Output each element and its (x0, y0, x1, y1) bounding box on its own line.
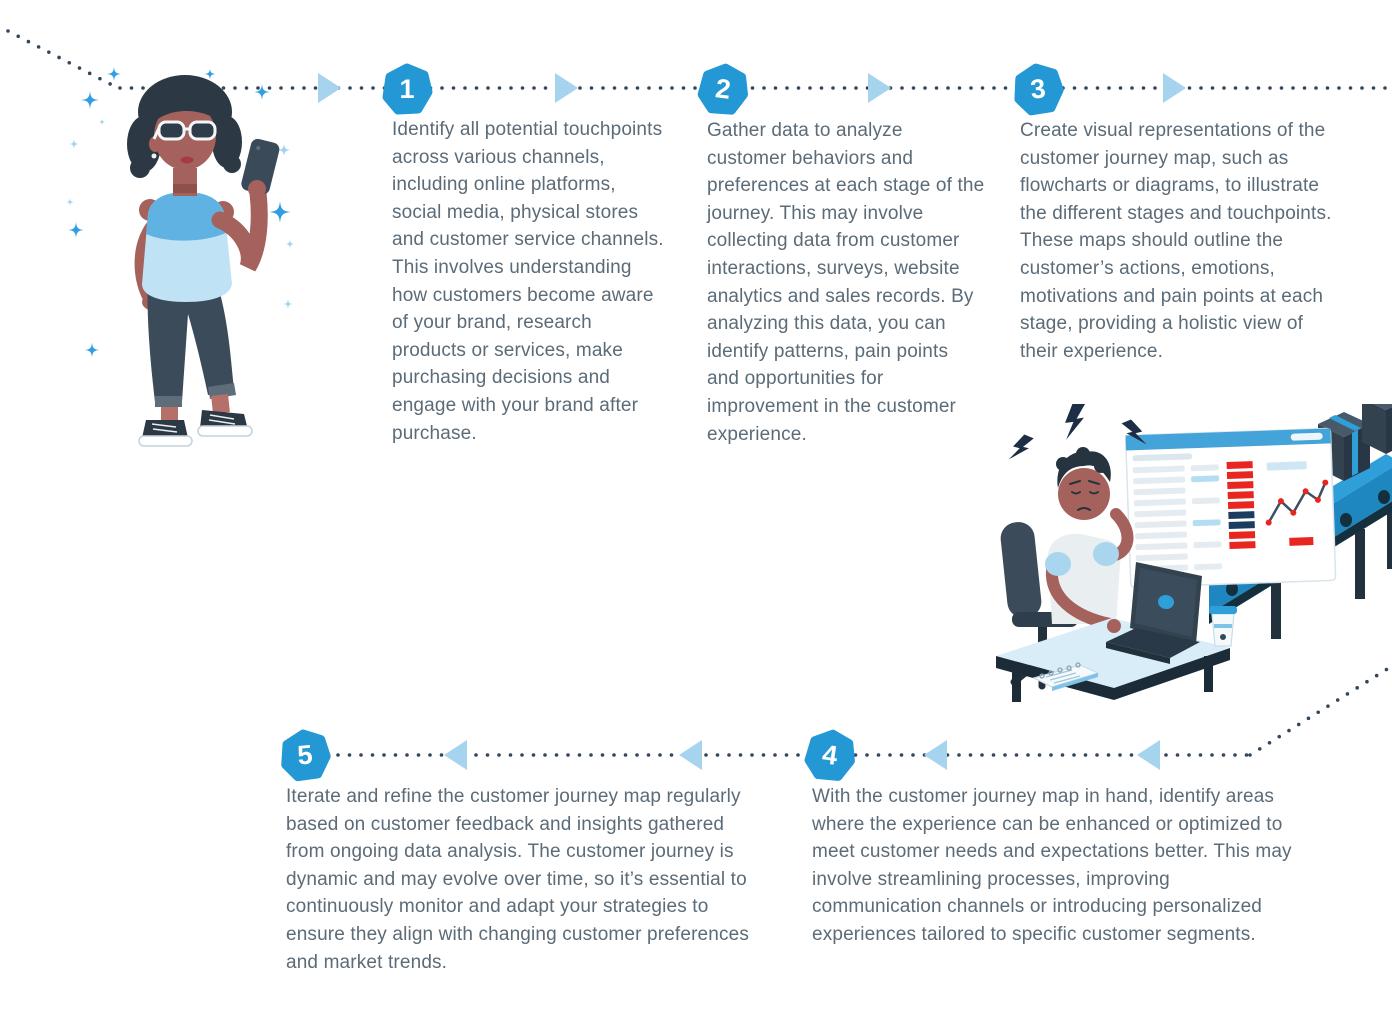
stressed-man-desk-illustration (988, 404, 1392, 710)
step-badge-2 (694, 60, 752, 118)
arrow-left-icon (444, 740, 467, 770)
step-2-description: Gather data to analyze customer behaviors and preferences at each stage of the journey. This may involve collecting data from customer interactions, surveys, website analytics and sales records. By analyzing this data, you can identify patterns, pain points and opportunities for improvement in the customer experience. (707, 120, 985, 445)
stressed-man-figure (1045, 447, 1127, 624)
analytics-dashboard-screen (1126, 428, 1336, 587)
step-number: 4 (820, 738, 840, 771)
arrow-right-icon (318, 73, 341, 103)
step-badge-5 (277, 727, 333, 783)
step-4-description: With the customer journey map in hand, identify areas where the experience can be enhanced or optimized to meet customer needs and expectations better. This may involve streamlining processes, improving communication channels or introducing personalized experiences tailored to specific customer segments. (812, 786, 1292, 945)
step-3-description: Create visual representations of the customer journey map, such as flowcharts or diagrams, to illustrate the different stages and touchpoints. These maps should outline the customer’s actions, emotions, motivations and pain points at each stage, providing a holistic view of their experience. (1020, 120, 1332, 362)
arrow-left-icon (679, 740, 702, 770)
woman-with-smartphone-illustration (62, 52, 300, 464)
step-1-description: Identify all potential touchpoints across various channels, including online platforms, social media, physical stores and customer service channels. This involves understanding how customers become aware of your brand, research products or services, make purchasing decisions and engage with your brand after purchase. (392, 119, 664, 444)
arrow-right-icon (1163, 73, 1186, 103)
step-badge-4 (801, 726, 860, 785)
arrow-right-icon (868, 73, 891, 103)
step-number: 5 (296, 738, 314, 771)
arrow-right-icon (555, 73, 578, 103)
step-badge-1 (381, 63, 433, 115)
step-number: 3 (1028, 72, 1047, 105)
coffee-cup-icon (1209, 606, 1237, 646)
arrow-left-icon (1137, 740, 1160, 770)
step-badge-3 (1009, 60, 1066, 117)
woman-figure (127, 75, 281, 446)
arrow-left-icon (924, 740, 947, 770)
step-5-description: Iterate and refine the customer journey map regularly based on customer feedback and insights gathered from ongoing data analysis. The customer journey is dynamic and may evolve over time, so it’s essential to continuously monitor and adapt your strategies to ensure they align with changing customer preferences and market trends. (286, 786, 750, 973)
step-number: 2 (713, 72, 733, 105)
step-number: 1 (399, 73, 415, 104)
